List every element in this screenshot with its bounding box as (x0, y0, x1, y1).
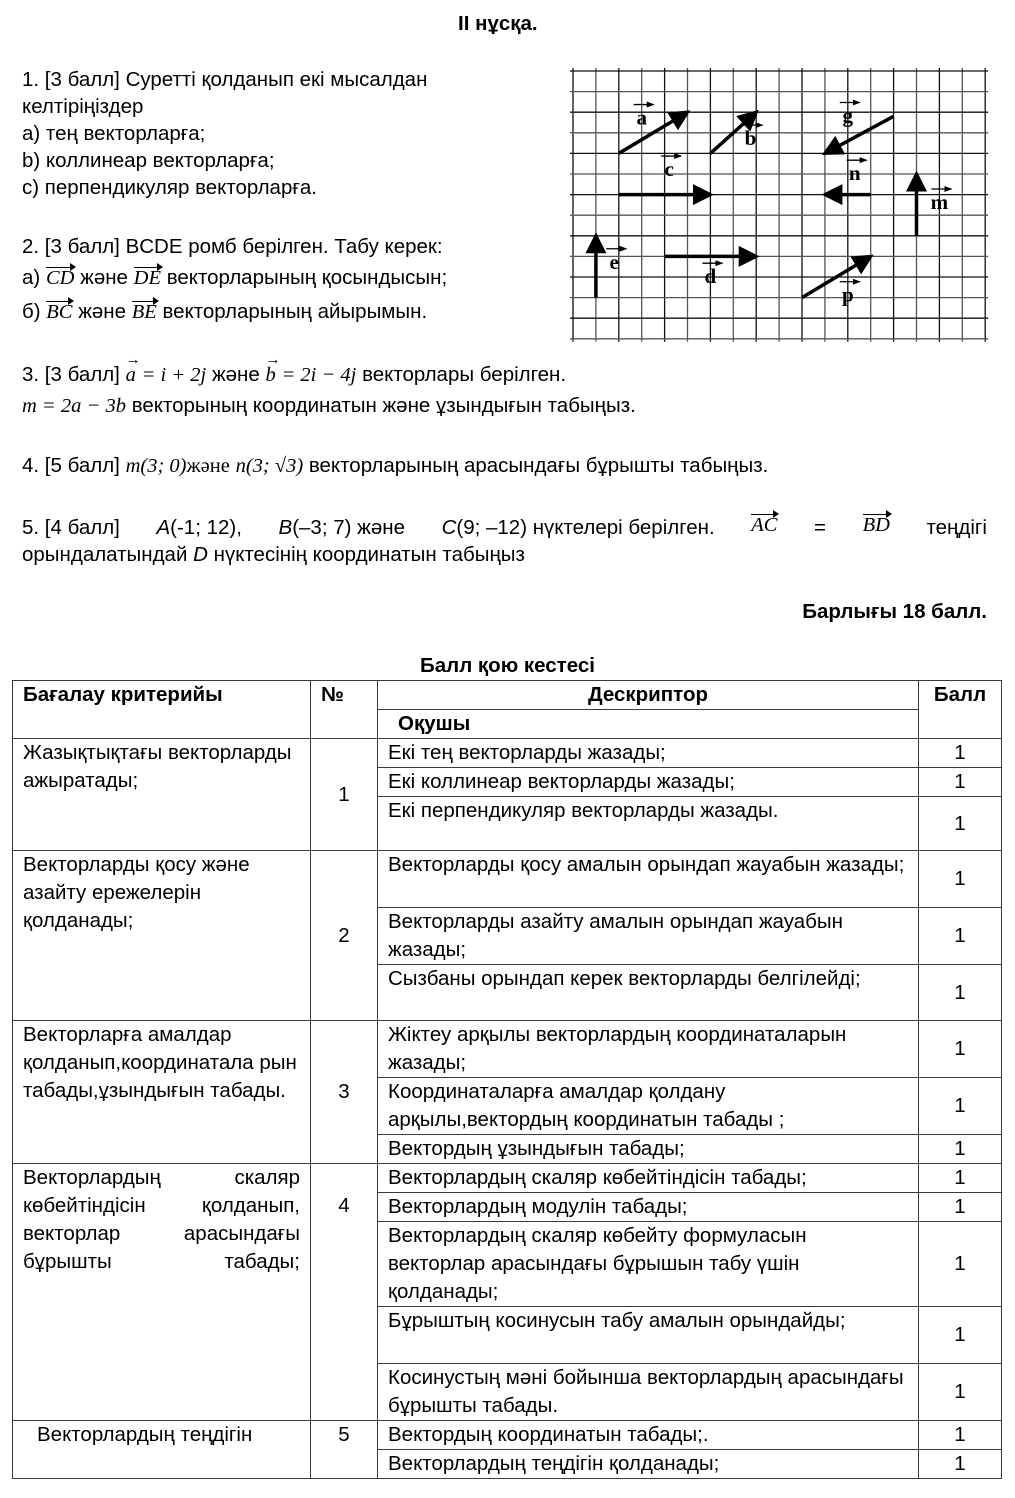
point-c: C(9; –12) нүктелері берілген. (441, 516, 715, 539)
task-3-suffix-2: векторының координатын және ұзындығын табыңыз. (131, 394, 636, 417)
points-cell: 1 (919, 1364, 1002, 1421)
descriptor-cell: Координаталарға амалдар қолдану арқылы,вектордың координатын табады ; (378, 1078, 919, 1135)
task-3-suffix-1: векторлары берілген. (362, 363, 567, 386)
item-b-suffix: векторларының айырымын. (162, 300, 428, 323)
points-cell: 1 (919, 1021, 1002, 1078)
points-cell: 1 (919, 1164, 1002, 1193)
criteria-cell: Жазықтықтағы векторларды ажыратады; (13, 739, 311, 851)
points-cell: 1 (919, 1135, 1002, 1164)
task-4-prefix: 4. [5 балл] (22, 454, 120, 477)
vector-cd: CD (45, 267, 75, 289)
task-3-line-2 (22, 392, 636, 420)
vector-m-label: m (930, 190, 949, 215)
task-2-line-1: 2. [3 балл] BCDE ромб берілген. Табу керек: (22, 235, 443, 258)
table-row (13, 1421, 1002, 1450)
descriptor-cell: Бұрыштың косинусын табу амалын орындайды; (378, 1307, 919, 1364)
number-cell: 5 (311, 1421, 378, 1479)
task-2-item-a (22, 264, 447, 291)
vector-n-label: n (848, 161, 861, 186)
vector-e-label: e (609, 249, 619, 274)
header-points: Балл (919, 681, 1002, 739)
points-cell: 1 (919, 908, 1002, 965)
task-4 (22, 452, 768, 480)
points-cell: 1 (919, 1078, 1002, 1135)
criteria-cell: Векторлардың теңдігін (13, 1421, 311, 1479)
item-b-prefix: б) (22, 300, 41, 323)
points-cell: 1 (919, 739, 1002, 768)
points-cell: 1 (919, 1421, 1002, 1450)
descriptor-cell: Жіктеу арқылы векторлардың координаталарын жазады; (378, 1021, 919, 1078)
descriptor-cell: Векторларды қосу амалын орындап жауабын жазады; (378, 851, 919, 908)
points-cell: 1 (919, 965, 1002, 1021)
and-word: және (78, 300, 127, 323)
descriptor-cell: Сызбаны орындап керек векторларды белгілейді; (378, 965, 919, 1021)
expr-b-rhs: = 2i − 4j (281, 364, 357, 386)
task-1-line-1: 1. [3 балл] Суретті қолданып екі мысалдан (22, 68, 428, 91)
points-cell: 1 (919, 1307, 1002, 1364)
descriptor-cell: Векторлардың модулін табады; (378, 1193, 919, 1222)
total-points: Барлығы 18 балл. (802, 600, 987, 623)
vector-m-coords: m(3; 0) (125, 455, 187, 477)
vector-grid-figure (560, 60, 1000, 355)
vector-be: BE (131, 301, 157, 323)
task-5-line-2: орындалатындай D нүктесінің координатын табыңыз (22, 543, 525, 566)
point-a: A(-1; 12), (156, 516, 242, 539)
points-cell: 1 (919, 768, 1002, 797)
number-cell: 4 (311, 1164, 378, 1421)
points-cell: 1 (919, 1193, 1002, 1222)
descriptor-cell: Екі перпендикуляр векторларды жазады. (378, 797, 919, 851)
vector-bc: BC (46, 301, 73, 323)
task-5-line-1 (22, 514, 987, 541)
item-a-suffix: векторларының қосындысын; (166, 266, 448, 289)
header-student: Оқушы (378, 710, 919, 739)
task-1-item-b: b) коллинеар векторларға; (22, 149, 275, 172)
table-row (13, 1021, 1002, 1078)
task-3-line-1 (22, 352, 567, 389)
points-cell: 1 (919, 851, 1002, 908)
vector-ac: AC (751, 514, 777, 541)
number-cell: 3 (311, 1021, 378, 1164)
descriptor-cell: Вектордың ұзындығын табады; (378, 1135, 919, 1164)
and-word: және (80, 266, 128, 289)
points-cell: 1 (919, 1222, 1002, 1307)
header-criteria: Бағалау критерийы (13, 681, 311, 739)
point-b: B(–3; 7) және (278, 516, 405, 539)
task-2-item-b (22, 298, 427, 325)
vector-d-label: d (704, 264, 717, 289)
item-a-prefix: а) (22, 266, 41, 289)
descriptor-cell: Екі коллинеар векторларды жазады; (378, 768, 919, 797)
descriptor-cell: Векторларды азайту амалын орындап жауабын жазады; (378, 908, 919, 965)
vector-g-arrow (825, 116, 894, 153)
task-1-item-a: а) тең векторларға; (22, 122, 206, 145)
number-cell: 2 (311, 851, 378, 1021)
score-table-caption: Балл қою кестесі (420, 654, 595, 677)
task-1-line-2: келтіріңіздер (22, 95, 144, 118)
task-5-tail: теңдігі (926, 516, 987, 539)
vector-b: → b (265, 352, 280, 386)
descriptor-cell: Векторлардың теңдігін қолданады; (378, 1450, 919, 1479)
vector-a-label: a (636, 105, 647, 130)
vector-b-label: b (744, 126, 757, 151)
descriptor-cell: Векторлардың скаляр көбейту формуласын векторлар арасындағы бұрышын табу үшін қолданады; (378, 1222, 919, 1307)
descriptor-cell: Екі тең векторларды жазады; (378, 739, 919, 768)
vector-bd: BD (863, 514, 890, 541)
expr-a-rhs: = i + 2j (141, 364, 207, 386)
descriptor-cell: Векторлардың скаляр көбейтіндісін табады; (378, 1164, 919, 1193)
expr-m: m = 2a − 3b (22, 395, 126, 417)
task-1-item-c: с) перпендикуляр векторларға. (22, 176, 317, 199)
vector-n-coords: n(3; √3) (235, 455, 304, 477)
vector-a: → a (125, 352, 140, 386)
descriptor-cell: Вектордың координатын табады;. (378, 1421, 919, 1450)
vector-de: DE (133, 267, 161, 289)
table-row (13, 851, 1002, 908)
criteria-cell: Векторлардың скаляр көбейтіндісін қолданып, векторлар арасындағы бұрышты табады; (13, 1164, 311, 1421)
points-cell: 1 (919, 1450, 1002, 1479)
number-cell: 1 (311, 739, 378, 851)
header-num: № (311, 681, 378, 739)
task-4-suffix: векторларының арасындағы бұрышты табыңыз. (308, 454, 769, 477)
task-5-prefix: 5. [4 балл] (22, 516, 120, 539)
task-3-prefix: 3. [3 балл] (22, 363, 120, 386)
point-d: D (193, 543, 208, 566)
vector-g-label: g (842, 103, 854, 128)
page-title: II нұсқа. (458, 12, 538, 35)
vector-p-label: p (841, 282, 854, 307)
table-row (13, 1164, 1002, 1193)
table-row (13, 739, 1002, 768)
header-descriptor: Дескриптор (378, 681, 919, 710)
criteria-cell: Векторларға амалдар қолданып,координатала рын табады,ұзындығын табады. (13, 1021, 311, 1164)
and-word: және (186, 455, 230, 477)
header-row (13, 681, 1002, 710)
points-cell: 1 (919, 797, 1002, 851)
criteria-cell: Векторларды қосу және азайту ережелерін қолданады; (13, 851, 311, 1021)
and-word: және (211, 363, 260, 386)
descriptor-cell: Косинустың мәні бойынша векторлардың арасындағы бұрышты табады. (378, 1364, 919, 1421)
vector-c-label: c (664, 157, 674, 182)
equals-sign: = (814, 516, 827, 539)
score-table (12, 680, 1002, 1479)
